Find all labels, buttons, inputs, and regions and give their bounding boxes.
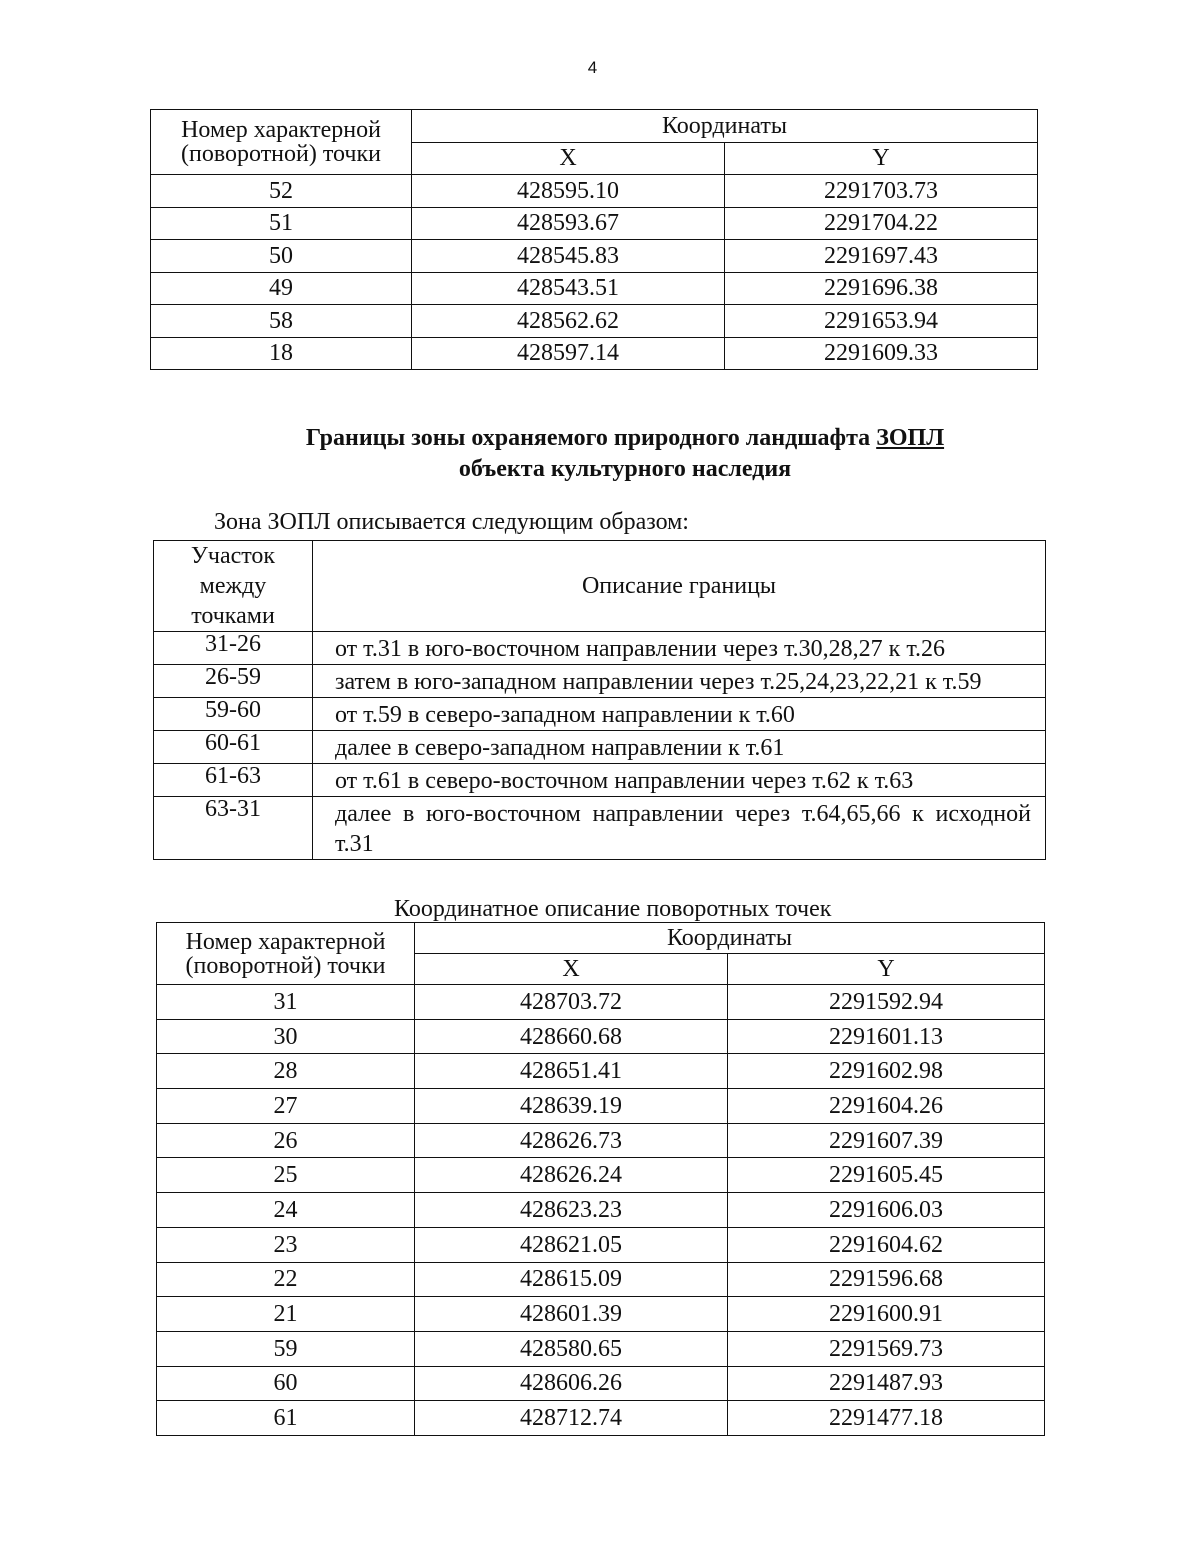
section-heading: Границы зоны охраняемого природного ландшафта ЗОПЛ объекта культурного наследия [305, 425, 945, 482]
point-number-cell: 58 [151, 305, 412, 338]
y-header: Y [725, 142, 1038, 175]
x-coordinate-cell: 428601.39 [415, 1297, 728, 1332]
point-number-cell: 24 [157, 1193, 415, 1228]
description-cell: далее в северо-западном направлении к т.61 [313, 731, 1046, 764]
boundary-description-table [153, 540, 1046, 860]
y-coordinate-cell: 2291487.93 [728, 1366, 1045, 1401]
table-row [157, 1054, 1045, 1089]
table-row [157, 1401, 1045, 1436]
table-body [157, 985, 1045, 1436]
x-coordinate-cell: 428623.23 [415, 1193, 728, 1228]
coordinates-header: Координаты [412, 110, 1038, 143]
table-header-row [157, 923, 1045, 954]
page-number: 4 [587, 58, 598, 77]
table-row [157, 1297, 1045, 1332]
table-caption: Координатное описание поворотных точек [394, 896, 832, 922]
point-number-cell: 50 [151, 240, 412, 273]
table-row [151, 175, 1038, 208]
y-coordinate-cell: 2291604.62 [728, 1227, 1045, 1262]
point-number-cell: 31 [157, 985, 415, 1020]
point-number-cell: 30 [157, 1019, 415, 1054]
description-cell: далее в юго-восточном направлении через т.64,65,66 к исходной т.31 [313, 797, 1046, 860]
x-coordinate-cell: 428703.72 [415, 985, 728, 1020]
table-row [154, 698, 1046, 731]
y-coordinate-cell: 2291606.03 [728, 1193, 1045, 1228]
point-number-cell: 61 [157, 1401, 415, 1436]
table-row [157, 1089, 1045, 1124]
y-coordinate-cell: 2291592.94 [728, 985, 1045, 1020]
x-header: X [415, 954, 728, 985]
description-header: Описание границы [313, 541, 1046, 632]
point-number-cell: 25 [157, 1158, 415, 1193]
table-row [157, 1227, 1045, 1262]
point-number-cell: 18 [151, 337, 412, 370]
zone-abbreviation: ЗОПЛ [876, 425, 945, 451]
point-number-header: Номер характерной (поворотной) точки [151, 110, 412, 175]
y-coordinate-cell: 2291602.98 [728, 1054, 1045, 1089]
section-header: Участок между точками [154, 541, 313, 632]
y-coordinate-cell: 2291697.43 [725, 240, 1038, 273]
table-row [157, 1019, 1045, 1054]
table-row [157, 985, 1045, 1020]
y-coordinate-cell: 2291696.38 [725, 272, 1038, 305]
table-row [157, 1158, 1045, 1193]
y-coordinate-cell: 2291703.73 [725, 175, 1038, 208]
table-row [157, 1123, 1045, 1158]
x-coordinate-cell: 428597.14 [412, 337, 725, 370]
x-coordinate-cell: 428621.05 [415, 1227, 728, 1262]
turning-points-table [156, 922, 1045, 1436]
table-header-row [151, 110, 1038, 143]
point-number-header: Номер характерной (поворотной) точки [157, 923, 415, 985]
x-coordinate-cell: 428593.67 [412, 207, 725, 240]
x-coordinate-cell: 428545.83 [412, 240, 725, 273]
point-number-cell: 28 [157, 1054, 415, 1089]
coordinates-table-continued [150, 109, 1038, 370]
x-coordinate-cell: 428639.19 [415, 1089, 728, 1124]
table-row [154, 764, 1046, 797]
x-coordinate-cell: 428543.51 [412, 272, 725, 305]
y-coordinate-cell: 2291604.26 [728, 1089, 1045, 1124]
point-number-cell: 60 [157, 1366, 415, 1401]
section-cell: 61-63 [154, 764, 313, 797]
x-coordinate-cell: 428615.09 [415, 1262, 728, 1297]
table-row [154, 632, 1046, 665]
table-row [154, 665, 1046, 698]
y-coordinate-cell: 2291704.22 [725, 207, 1038, 240]
point-number-cell: 52 [151, 175, 412, 208]
point-number-cell: 27 [157, 1089, 415, 1124]
description-cell: от т.61 в северо-восточном направлении через т.62 к т.63 [313, 764, 1046, 797]
y-header: Y [728, 954, 1045, 985]
point-number-cell: 23 [157, 1227, 415, 1262]
coordinates-header: Координаты [415, 923, 1045, 954]
x-coordinate-cell: 428606.26 [415, 1366, 728, 1401]
x-coordinate-cell: 428651.41 [415, 1054, 728, 1089]
section-cell: 31-26 [154, 632, 313, 665]
description-cell: затем в юго-западном направлении через т.25,24,23,22,21 к т.59 [313, 665, 1046, 698]
point-number-cell: 21 [157, 1297, 415, 1332]
point-number-cell: 59 [157, 1331, 415, 1366]
y-coordinate-cell: 2291607.39 [728, 1123, 1045, 1158]
point-number-cell: 51 [151, 207, 412, 240]
section-cell: 59-60 [154, 698, 313, 731]
point-number-cell: 22 [157, 1262, 415, 1297]
table-row [157, 1366, 1045, 1401]
table-row [151, 240, 1038, 273]
y-coordinate-cell: 2291569.73 [728, 1331, 1045, 1366]
table-body [154, 632, 1046, 860]
point-number-cell: 49 [151, 272, 412, 305]
table-row [157, 1262, 1045, 1297]
x-coordinate-cell: 428660.68 [415, 1019, 728, 1054]
table-row [157, 1331, 1045, 1366]
table-row [154, 797, 1046, 860]
y-coordinate-cell: 2291601.13 [728, 1019, 1045, 1054]
table-row [151, 207, 1038, 240]
x-coordinate-cell: 428626.24 [415, 1158, 728, 1193]
table-row [151, 337, 1038, 370]
x-coordinate-cell: 428580.65 [415, 1331, 728, 1366]
point-number-cell: 26 [157, 1123, 415, 1158]
section-cell: 26-59 [154, 665, 313, 698]
x-coordinate-cell: 428562.62 [412, 305, 725, 338]
section-cell: 60-61 [154, 731, 313, 764]
description-cell: от т.31 в юго-восточном направлении через т.30,28,27 к т.26 [313, 632, 1046, 665]
y-coordinate-cell: 2291609.33 [725, 337, 1038, 370]
x-header: X [412, 142, 725, 175]
y-coordinate-cell: 2291605.45 [728, 1158, 1045, 1193]
x-coordinate-cell: 428712.74 [415, 1401, 728, 1436]
x-coordinate-cell: 428626.73 [415, 1123, 728, 1158]
table-row [154, 731, 1046, 764]
table-body [151, 175, 1038, 370]
y-coordinate-cell: 2291653.94 [725, 305, 1038, 338]
description-cell: от т.59 в северо-западном направлении к т.60 [313, 698, 1046, 731]
table-row [151, 272, 1038, 305]
y-coordinate-cell: 2291477.18 [728, 1401, 1045, 1436]
table-row [151, 305, 1038, 338]
intro-text: Зона ЗОПЛ описывается следующим образом: [214, 509, 689, 535]
x-coordinate-cell: 428595.10 [412, 175, 725, 208]
section-cell: 63-31 [154, 797, 313, 860]
y-coordinate-cell: 2291596.68 [728, 1262, 1045, 1297]
table-row [157, 1193, 1045, 1228]
y-coordinate-cell: 2291600.91 [728, 1297, 1045, 1332]
table-header-row [154, 541, 1046, 632]
